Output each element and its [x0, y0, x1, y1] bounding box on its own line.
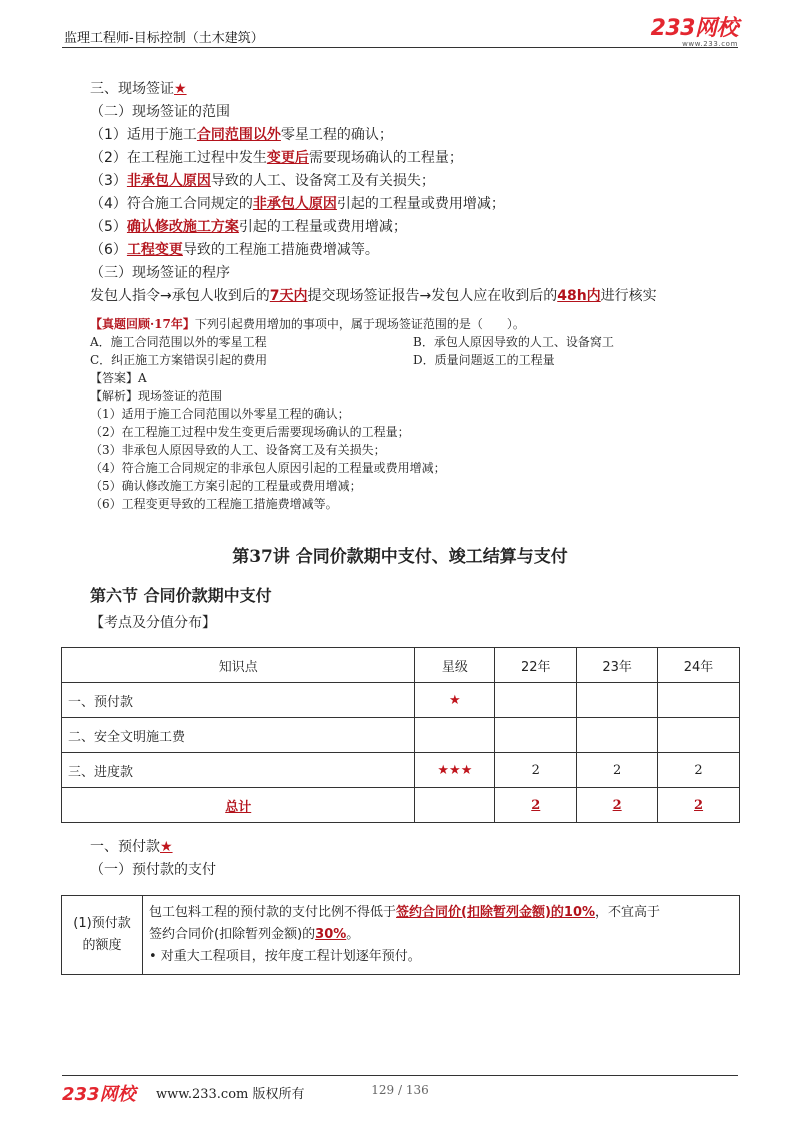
- list-item: （2）在工程施工过程中发生变更后需要现场确认的工程量；: [90, 150, 463, 166]
- table-cell: [577, 718, 658, 753]
- list-item: （1）适用于施工合同范围以外零星工程的确认；: [90, 127, 393, 143]
- row-label: (1)预付款 的额度: [62, 896, 143, 975]
- table-cell: 2: [658, 753, 740, 788]
- star-rating: ★★★: [415, 753, 495, 788]
- row-content: 包工包料工程的预付款的支付比例不得低于签约合同价(扣除暂列金额)的10%，不宜高于 签约合同价(扣除暂列金额)的30%。 • 对重大工程项目，按年度工程计划逐年预付。: [143, 896, 740, 975]
- table-cell: [658, 683, 740, 718]
- footer-divider: [62, 1075, 738, 1076]
- highlight: 合同范围以外: [196, 127, 281, 143]
- option-b: B．承包人原因导致的人工、设备窝工: [413, 335, 614, 349]
- table-cell: [495, 718, 577, 753]
- total-value: 2: [694, 797, 704, 813]
- star-rating: [415, 718, 495, 753]
- analysis-item: （6）工程变更导致的工程施工措施费增减等。: [90, 497, 338, 511]
- analysis-item: （2）在工程施工过程中发生变更后需要现场确认的工程量；: [90, 425, 410, 439]
- table-header-row: [62, 648, 740, 683]
- highlight: 非承包人原因: [126, 173, 211, 189]
- table-cell: [658, 718, 740, 753]
- question-tag: 【真题回顾·17年】: [90, 317, 195, 331]
- table-row: [62, 753, 740, 788]
- table-total-row: [62, 788, 740, 823]
- star-rating: ★: [415, 683, 495, 718]
- distribution-title: 【考点及分值分布】: [90, 615, 216, 631]
- footer-copyright: www.233.com 版权所有: [156, 1087, 305, 1102]
- table-row: [62, 896, 740, 975]
- table-cell: 二、安全文明施工费: [62, 718, 415, 753]
- list-item: （6）工程变更导致的工程施工措施费增减等。: [90, 242, 379, 258]
- highlight: 非承包人原因: [252, 196, 337, 212]
- total-value: 2: [612, 797, 622, 813]
- table-header: 22年: [495, 648, 577, 683]
- table-cell: 2: [577, 753, 658, 788]
- highlight: 工程变更: [126, 242, 183, 258]
- table-cell: 一、预付款: [62, 683, 415, 718]
- footer-logo[interactable]: 233网校: [62, 1084, 136, 1105]
- advance-heading: 一、预付款★: [90, 839, 173, 855]
- table-cell: [577, 683, 658, 718]
- list-item: （3）非承包人原因导致的人工、设备窝工及有关损失；: [90, 173, 435, 189]
- total-label: 总计: [225, 799, 252, 815]
- advance-subheading: （一）预付款的支付: [90, 862, 216, 878]
- logo-text: 233网校: [650, 16, 738, 41]
- analysis-item: （3）非承包人原因导致的人工、设备窝工及有关损失；: [90, 443, 386, 457]
- logo-url: www.233.com: [682, 40, 738, 48]
- table-row: [62, 683, 740, 718]
- list-item: （5）确认修改施工方案引起的工程量或费用增减；: [90, 219, 407, 235]
- analysis-item: （1）适用于施工合同范围以外零星工程的确认；: [90, 407, 350, 421]
- star-icon: ★: [160, 839, 173, 855]
- advance-payment-table: [61, 895, 740, 975]
- table-header: 知识点: [62, 648, 415, 683]
- lecture-title: 第37讲 合同价款期中支付、竣工结算与支付: [232, 547, 568, 567]
- table-header: 星级: [415, 648, 495, 683]
- subsection-title: （三）现场签证的程序: [90, 265, 230, 281]
- analysis-item: （4）符合施工合同规定的非承包人原因引起的工程量或费用增减；: [90, 461, 446, 475]
- star-icon: ★: [174, 81, 187, 97]
- procedure-text: 发包人指令→承包人收到后的7天内提交现场签证报告→发包人应在收到后的48h内进行核实: [90, 288, 657, 304]
- subsection-title: （二）现场签证的范围: [90, 104, 230, 120]
- table-cell: 三、进度款: [62, 753, 415, 788]
- table-row: [62, 718, 740, 753]
- answer: 【答案】A: [90, 371, 147, 385]
- section-title: 第六节 合同价款期中支付: [90, 586, 272, 605]
- question-stem: 【真题回顾·17年】下列引起费用增加的事项中，属于现场签证范围的是（ ）。: [90, 317, 525, 331]
- page-number: 129 / 136: [371, 1083, 429, 1097]
- option-c: C．纠正施工方案错误引起的费用: [90, 353, 268, 367]
- highlight: 确认修改施工方案: [126, 219, 239, 235]
- brand-logo[interactable]: [651, 18, 738, 48]
- option-d: D．质量问题返工的工程量: [413, 353, 555, 367]
- option-a: A．施工合同范围以外的零星工程: [90, 335, 267, 349]
- table-cell: 2: [495, 753, 577, 788]
- bullet-note: • 对重大工程项目，按年度工程计划逐年预付。: [149, 949, 421, 964]
- list-item: （4）符合施工合同规定的非承包人原因引起的工程量或费用增减；: [90, 196, 505, 212]
- score-distribution-table: [61, 647, 740, 823]
- highlight: 变更后: [266, 150, 309, 166]
- header-title: 监理工程师-目标控制（土木建筑）: [64, 31, 264, 46]
- table-cell: [495, 683, 577, 718]
- table-header: 24年: [658, 648, 740, 683]
- section-heading: [90, 80, 187, 98]
- total-value: 2: [531, 797, 541, 813]
- section-heading-text: 三、现场签证: [90, 81, 174, 97]
- header-divider: [62, 47, 738, 48]
- table-header: 23年: [577, 648, 658, 683]
- analysis-title: 【解析】现场签证的范围: [90, 389, 223, 403]
- analysis-item: （5）确认修改施工方案引起的工程量或费用增减；: [90, 479, 362, 493]
